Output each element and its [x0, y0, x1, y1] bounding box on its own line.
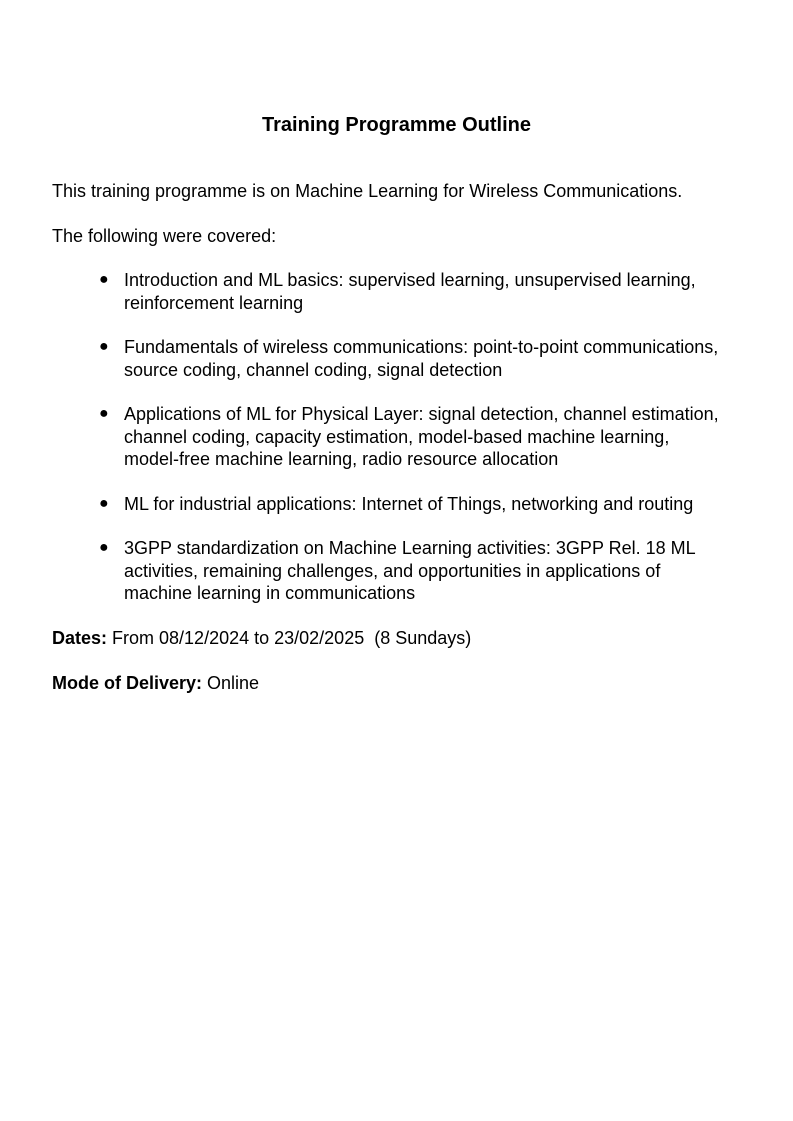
topic-line: Introduction and ML basics: supervised learning, unsupervised learning, [124, 270, 696, 290]
page-title: Training Programme Outline [262, 114, 531, 136]
topic-line: reinforcement learning [124, 292, 304, 313]
topic-line: ML for industrial applications: Internet of Things, networking and routing [124, 493, 694, 514]
list-item [52, 493, 752, 516]
list-item [52, 269, 752, 314]
bullet-icon: ● [99, 338, 109, 355]
list-item [52, 403, 752, 471]
topic-line: Applications of ML for Physical Layer: signal detection, channel estimation, [124, 404, 719, 424]
delivery-line [52, 672, 259, 694]
dates-value: From 08/12/2024 to 23/02/2025 (8 Sundays) [107, 628, 472, 648]
topic-line: machine learning in communications [124, 583, 416, 603]
topics-list [52, 269, 752, 627]
covered-intro: The following were covered: [52, 226, 277, 246]
delivery-label: Mode of Delivery: [52, 673, 203, 693]
bullet-icon: ● [99, 494, 109, 512]
dates-label: Dates: [52, 628, 108, 648]
dates-line [52, 627, 471, 649]
topic-line: channel coding, capacity estimation, model-based machine learning, [124, 426, 670, 447]
topic-line: activities, remaining challenges, and opportunities in applications of [124, 560, 661, 581]
topic-line: Fundamentals of wireless communications: point-to-point communications, [124, 337, 719, 357]
bullet-icon: ● [99, 271, 109, 288]
bullet-icon: ● [99, 539, 109, 556]
topic-line: source coding, channel coding, signal detection [124, 359, 503, 380]
list-item [52, 336, 752, 381]
topic-line: 3GPP standardization on Machine Learning activities: 3GPP Rel. 18 ML [124, 538, 696, 558]
intro-paragraph: This training programme is on Machine Learning for Wireless Communications. [52, 181, 683, 201]
delivery-value: Online [202, 673, 260, 693]
list-item [52, 537, 752, 605]
bullet-icon: ● [99, 405, 109, 422]
topic-line: model-free machine learning, radio resource allocation [124, 449, 559, 469]
